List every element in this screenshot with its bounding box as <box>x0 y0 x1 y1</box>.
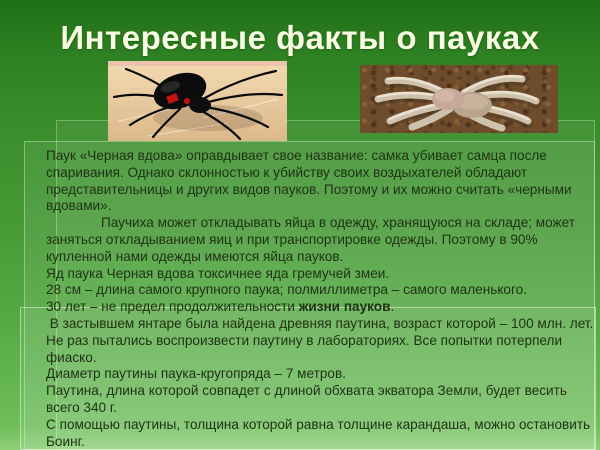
body-text <box>46 148 594 450</box>
body-line: купленной нами одежды имеются яйца пауков. <box>46 248 344 264</box>
body-line: спаривания. Однако склонностью к убийству своих воздыхателей обладают <box>46 164 528 180</box>
page-title: Интересные факты о пауках <box>60 19 540 56</box>
body-line: заняться откладыванием яиц и при транспортировке одежды. Поэтому в 90% <box>46 231 538 247</box>
body-line: фиаско. <box>46 349 97 365</box>
body-line: Боинг. <box>46 433 85 449</box>
tarantula-illustration <box>360 65 558 133</box>
body-line: 28 см – длина самого крупного паука; полмиллиметра – самого маленького. <box>46 282 527 298</box>
body-line: Паучиха может откладывать яйца в одежду, хранящуюся на складе; может <box>101 215 575 231</box>
tarantula-photo <box>360 65 558 133</box>
body-line: Паутина, длина которой совпадет с длиной обхвата экватора Земли, будет весить <box>46 383 567 399</box>
body-line: вдовами». <box>46 198 112 214</box>
body-line: Диаметр паутины паука-кругопряда – 7 метров. <box>46 366 346 382</box>
black-widow-illustration <box>108 61 287 141</box>
body-line: всего 340 г. <box>46 399 117 415</box>
body-line: представительницы и других видов пауков. Поэтому и их можно считать «черными <box>46 181 572 197</box>
body-line: С помощью паутины, толщина которой равна толщине карандаша, можно остановить <box>46 416 591 432</box>
body-line: Паук «Черная вдова» оправдывает свое название: самка убивает самца после <box>46 148 547 163</box>
black-widow-photo <box>108 61 287 141</box>
body-line: Яд паука Черная вдова токсичнее яда гремучей змеи. <box>46 265 390 281</box>
body-line: В застывшем янтаре была найдена древняя паутина, возраст которой – 100 млн. лет. <box>46 315 594 331</box>
body-line: 30 лет – не предел продолжительности жизни пауков. <box>46 299 395 315</box>
body-line: Не раз пытались воспроизвести паутину в лабораториях. Все попытки потерпели <box>46 332 563 348</box>
